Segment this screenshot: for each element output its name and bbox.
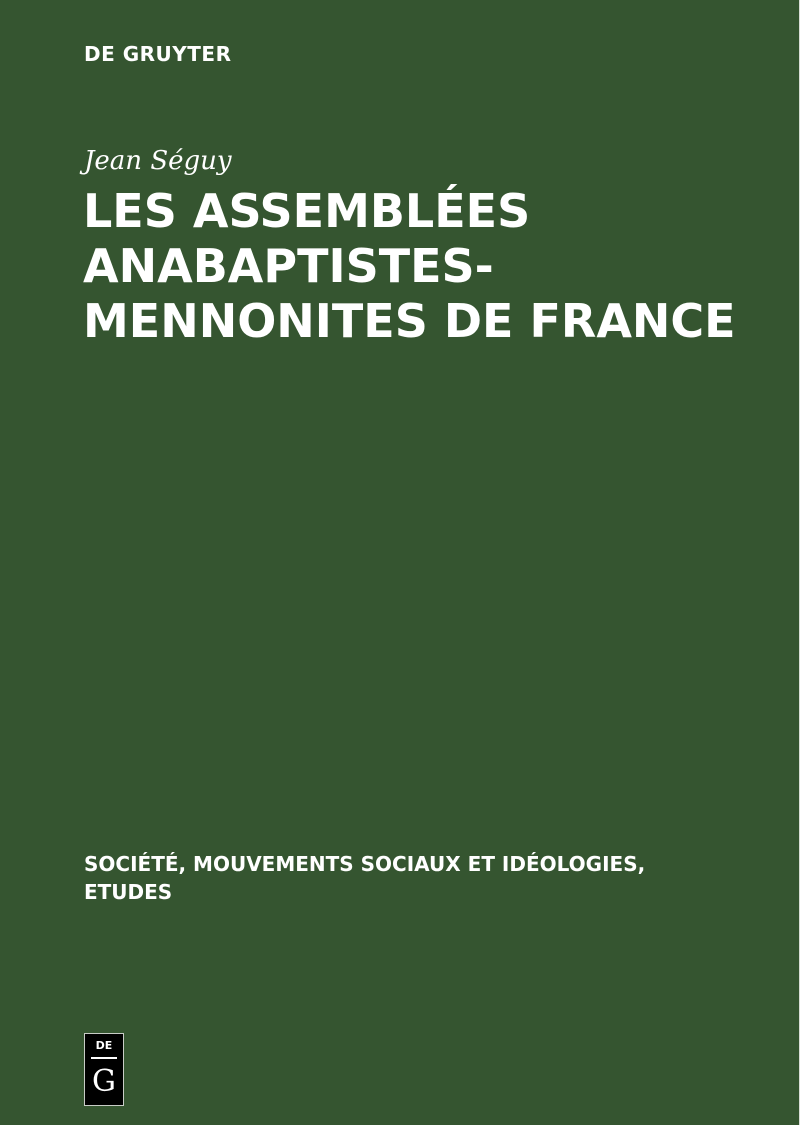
series-line: SOCIÉTÉ, MOUVEMENTS SOCIAUX ET IDÉOLOGIES, xyxy=(84,852,646,876)
de-gruyter-logo-icon xyxy=(84,1033,124,1106)
book-title xyxy=(83,184,763,349)
title-line: ANABAPTISTES- xyxy=(83,239,494,293)
series-line: ETUDES xyxy=(84,880,173,904)
title-line: MENNONITES DE FRANCE xyxy=(83,294,736,348)
series-title xyxy=(84,850,724,906)
logo-g-letter: G xyxy=(92,1064,116,1099)
logo-divider xyxy=(91,1057,117,1059)
logo-de-text: DE xyxy=(95,1039,113,1052)
author-name: Jean Séguy xyxy=(84,146,232,176)
publisher-name: DE GRUYTER xyxy=(84,42,232,66)
title-line: LES ASSEMBLÉES xyxy=(83,184,531,238)
